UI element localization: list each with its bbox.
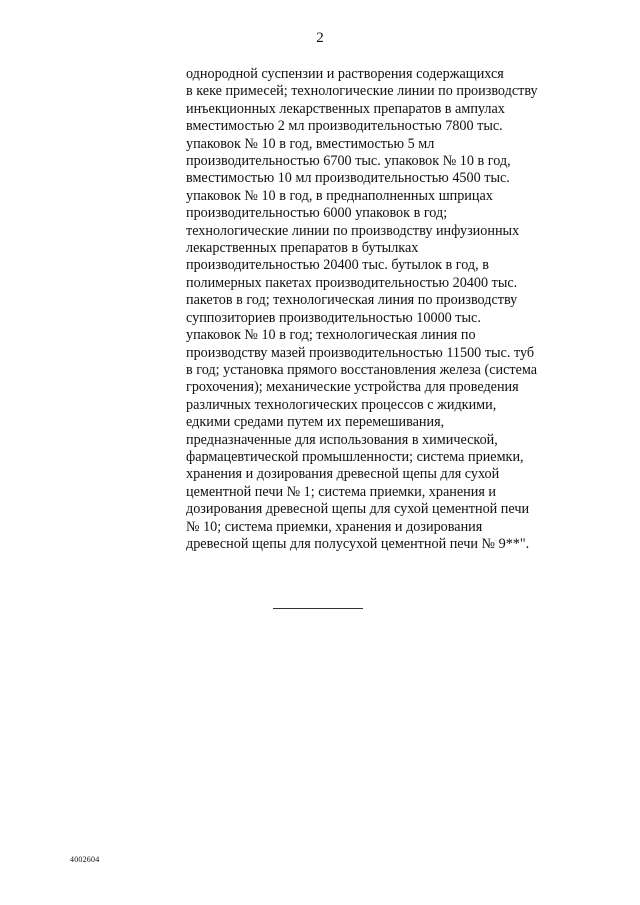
body-text xyxy=(186,66,606,553)
text-line: однородной суспензии и растворения содержащихся xyxy=(186,66,504,82)
text-line: цементной печи № 1; система приемки, хранения и xyxy=(186,483,497,500)
text-line: различных технологических процессов с жидкими, xyxy=(186,396,497,413)
text-line: грохочения); механические устройства для проведения xyxy=(186,379,519,396)
text-line: лекарственных препаратов в бутылках xyxy=(186,240,419,257)
text-line: в кеке примесей; технологические линии по производству xyxy=(186,83,538,100)
text-line: вместимостью 10 мл производительностью 4500 тыс. xyxy=(186,170,510,187)
text-line: едкими средами путем их перемешивания, xyxy=(186,414,445,431)
text-line: производству мазей производительностью 11500 тыс. туб xyxy=(186,344,535,361)
document-code: 4002604 xyxy=(70,855,100,864)
text-line: производительностью 6000 упаковок в год; xyxy=(186,205,448,222)
text-line: упаковок № 10 в год, в преднаполненных шприцах xyxy=(186,187,493,204)
text-line: хранения и дозирования древесной щепы для сухой xyxy=(186,466,500,483)
page-number: 2 xyxy=(316,30,324,46)
text-line: пакетов в год; технологическая линия по производству xyxy=(186,292,518,309)
separator-line xyxy=(273,608,363,609)
text-line: в год; установка прямого восстановления железа (система xyxy=(186,361,538,378)
text-line: производительностью 6700 тыс. упаковок № 10 в год, xyxy=(186,153,511,170)
text-line: вместимостью 2 мл производительностью 7800 тыс. xyxy=(186,118,503,135)
text-line: суппозиториев производительностью 10000 тыс. xyxy=(186,309,481,326)
text-line: древесной щепы для полусухой цементной печи № 9**". xyxy=(186,535,530,552)
text-line: № 10; система приемки, хранения и дозирования xyxy=(186,518,483,535)
text-line: упаковок № 10 в год; технологическая линия по xyxy=(186,327,476,344)
text-line: фармацевтической промышленности; система приемки, xyxy=(186,448,524,465)
text-line: упаковок № 10 в год, вместимостью 5 мл xyxy=(186,135,435,152)
text-line: инъекционных лекарственных препаратов в ампулах xyxy=(186,100,505,117)
text-line: дозирования древесной щепы для сухой цементной печи xyxy=(186,501,530,518)
text-line: предназначенные для использования в химической, xyxy=(186,431,498,448)
text-line: технологические линии по производству инфузионных xyxy=(186,222,520,239)
text-line: производительностью 20400 тыс. бутылок в год, в xyxy=(186,257,489,274)
text-line: полимерных пакетах производительностью 20400 тыс. xyxy=(186,274,518,291)
